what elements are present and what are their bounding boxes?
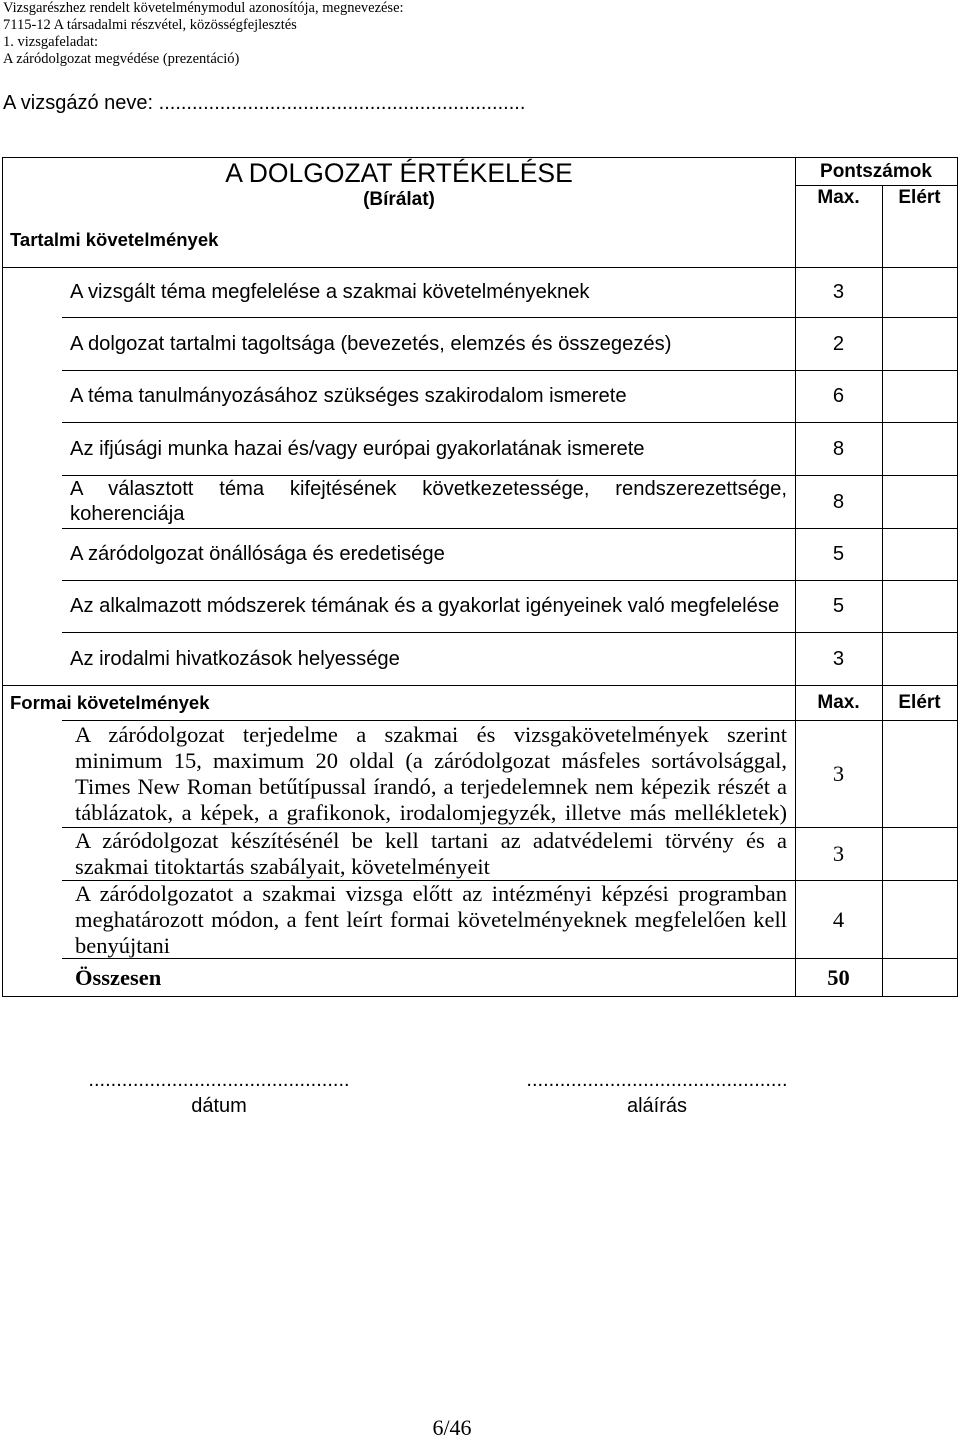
formal-criterion-text — [75, 881, 787, 958]
total-label: Összesen — [75, 964, 162, 990]
text-line: A záródolgozat terjedelme a szakmai és vizsgakövetelmények szerint — [75, 722, 787, 747]
criterion-row — [3, 529, 957, 580]
achieved-points-cell — [882, 268, 957, 317]
criterion-text — [70, 581, 787, 632]
points-header: Pontszámok — [820, 160, 932, 182]
max-column-header: Max. — [817, 187, 860, 208]
criterion-row — [3, 581, 957, 632]
criterion-row — [3, 318, 957, 370]
criterion-row — [3, 633, 957, 685]
page-number: 6/46 — [432, 1415, 472, 1440]
task-label: 1. vizsgafeladat: — [3, 34, 99, 50]
module-label: Vizsgarészhez rendelt követelménymodul azonosítója, megnevezése: — [3, 0, 404, 16]
text-line: szakmai titoktartás szabályait, követelményeit — [75, 854, 490, 879]
criterion-text — [70, 529, 787, 580]
formal-criterion-max-points: 3 — [832, 841, 845, 866]
candidate-name-field: A vizsgázó neve: .................................................................. — [3, 92, 526, 114]
date-label: dátum — [191, 1095, 247, 1117]
achieved-points-cell — [882, 633, 957, 685]
content-section-label: Tartalmi követelmények — [10, 229, 219, 250]
text-line: benyújtani — [75, 932, 170, 958]
criterion-row — [3, 371, 957, 422]
criterion-text — [70, 633, 787, 685]
criterion-max-points: 3 — [832, 281, 845, 303]
criterion-text — [70, 318, 787, 370]
criterion-max-points: 8 — [832, 437, 845, 460]
text-line: Times New Roman betűtípussal írandó, a terjedelemnek nem képezik részét a — [75, 774, 787, 799]
text-line: minimum 15, maximum 20 oldal (a záródolgozat másfeles sortávolsággal, — [75, 748, 787, 773]
signature-line: ............................................... — [526, 1069, 788, 1091]
formal-criterion-row — [3, 881, 957, 958]
table-title: A DOLGOZAT ÉRTÉKELÉSE — [225, 158, 573, 188]
text-line: táblázatok, a képek, a grafikonok, irodalomjegyzék, illetve más mellékletek) — [75, 800, 787, 825]
criterion-max-points: 2 — [832, 332, 845, 355]
criterion-label: Az ifjúsági munka hazai és/vagy európai gyakorlatának ismerete — [70, 437, 645, 460]
achieved-points-cell — [882, 581, 957, 632]
task-name: A záródolgozat megvédése (prezentáció) — [3, 51, 240, 67]
total-max-points: 50 — [827, 964, 850, 990]
criterion-text — [70, 268, 787, 317]
achieved-points-cell — [882, 371, 957, 422]
formal-criterion-text — [75, 828, 787, 880]
criterion-text — [70, 423, 787, 475]
achieved-points-cell — [882, 881, 957, 958]
date-line: ............................................... — [88, 1069, 350, 1091]
text-line: A záródolgozat készítésénél be kell tartani az adatvédelemi törvény és a — [75, 828, 787, 853]
criterion-label: A vizsgált téma megfelelése a szakmai követelményeknek — [70, 281, 590, 303]
criterion-label: A záródolgozat önállósága és eredetisége — [70, 543, 445, 565]
criterion-row — [3, 423, 957, 475]
criterion-text — [70, 476, 787, 528]
formal-achieved-column-header: Elért — [898, 692, 941, 713]
formal-section-label: Formai követelmények — [10, 692, 210, 713]
achieved-column-header: Elért — [898, 187, 941, 208]
criterion-label: A választott téma kifejtésének következetessége, rendszerezettsége, koherenciája — [70, 478, 787, 525]
formal-section-header — [3, 686, 957, 720]
criterion-label: Az irodalmi hivatkozások helyessége — [70, 647, 400, 670]
module-name: 7115-12 A társadalmi részvétel, közösségfejlesztés — [3, 17, 297, 33]
criterion-max-points: 3 — [832, 647, 845, 670]
criterion-max-points: 5 — [832, 595, 845, 617]
criterion-label: A téma tanulmányozásához szükséges szakirodalom ismerete — [70, 385, 627, 407]
achieved-points-cell — [882, 318, 957, 370]
formal-criterion-row — [3, 828, 957, 880]
criterion-row — [3, 476, 957, 528]
achieved-points-cell — [882, 476, 957, 528]
signature-label: aláírás — [626, 1095, 688, 1117]
formal-max-column-header: Max. — [817, 692, 860, 713]
achieved-total-cell — [882, 959, 957, 996]
criterion-max-points: 6 — [832, 385, 845, 407]
criterion-max-points: 5 — [832, 543, 845, 565]
total-row — [3, 959, 957, 996]
formal-criterion-row — [3, 721, 957, 827]
criterion-max-points: 8 — [832, 490, 845, 513]
text-line: A záródolgozatot a szakmai vizsga előtt az intézményi képzési programban — [75, 880, 787, 906]
evaluation-table — [2, 157, 958, 997]
formal-criterion-max-points: 4 — [832, 906, 845, 932]
achieved-points-cell — [882, 721, 957, 827]
achieved-points-cell — [882, 828, 957, 880]
achieved-points-cell — [882, 529, 957, 580]
date-block — [69, 1068, 369, 1118]
criterion-label: A dolgozat tartalmi tagoltsága (bevezetés, elemzés és összegezés) — [70, 332, 672, 355]
criterion-text — [70, 371, 787, 422]
text-line: meghatározott módon, a fent leírt formai követelményeknek megfelelően kell — [75, 906, 787, 932]
criterion-row — [3, 268, 957, 317]
table-subtitle: (Bírálat) — [363, 189, 435, 210]
formal-criterion-max-points: 3 — [832, 761, 845, 786]
criterion-label: Az alkalmazott módszerek témának és a gyakorlat igényeinek való megfelelése — [70, 595, 780, 617]
achieved-points-cell — [882, 423, 957, 475]
signature-block — [507, 1068, 807, 1118]
page-header — [3, 0, 404, 68]
formal-criterion-text — [75, 721, 787, 827]
